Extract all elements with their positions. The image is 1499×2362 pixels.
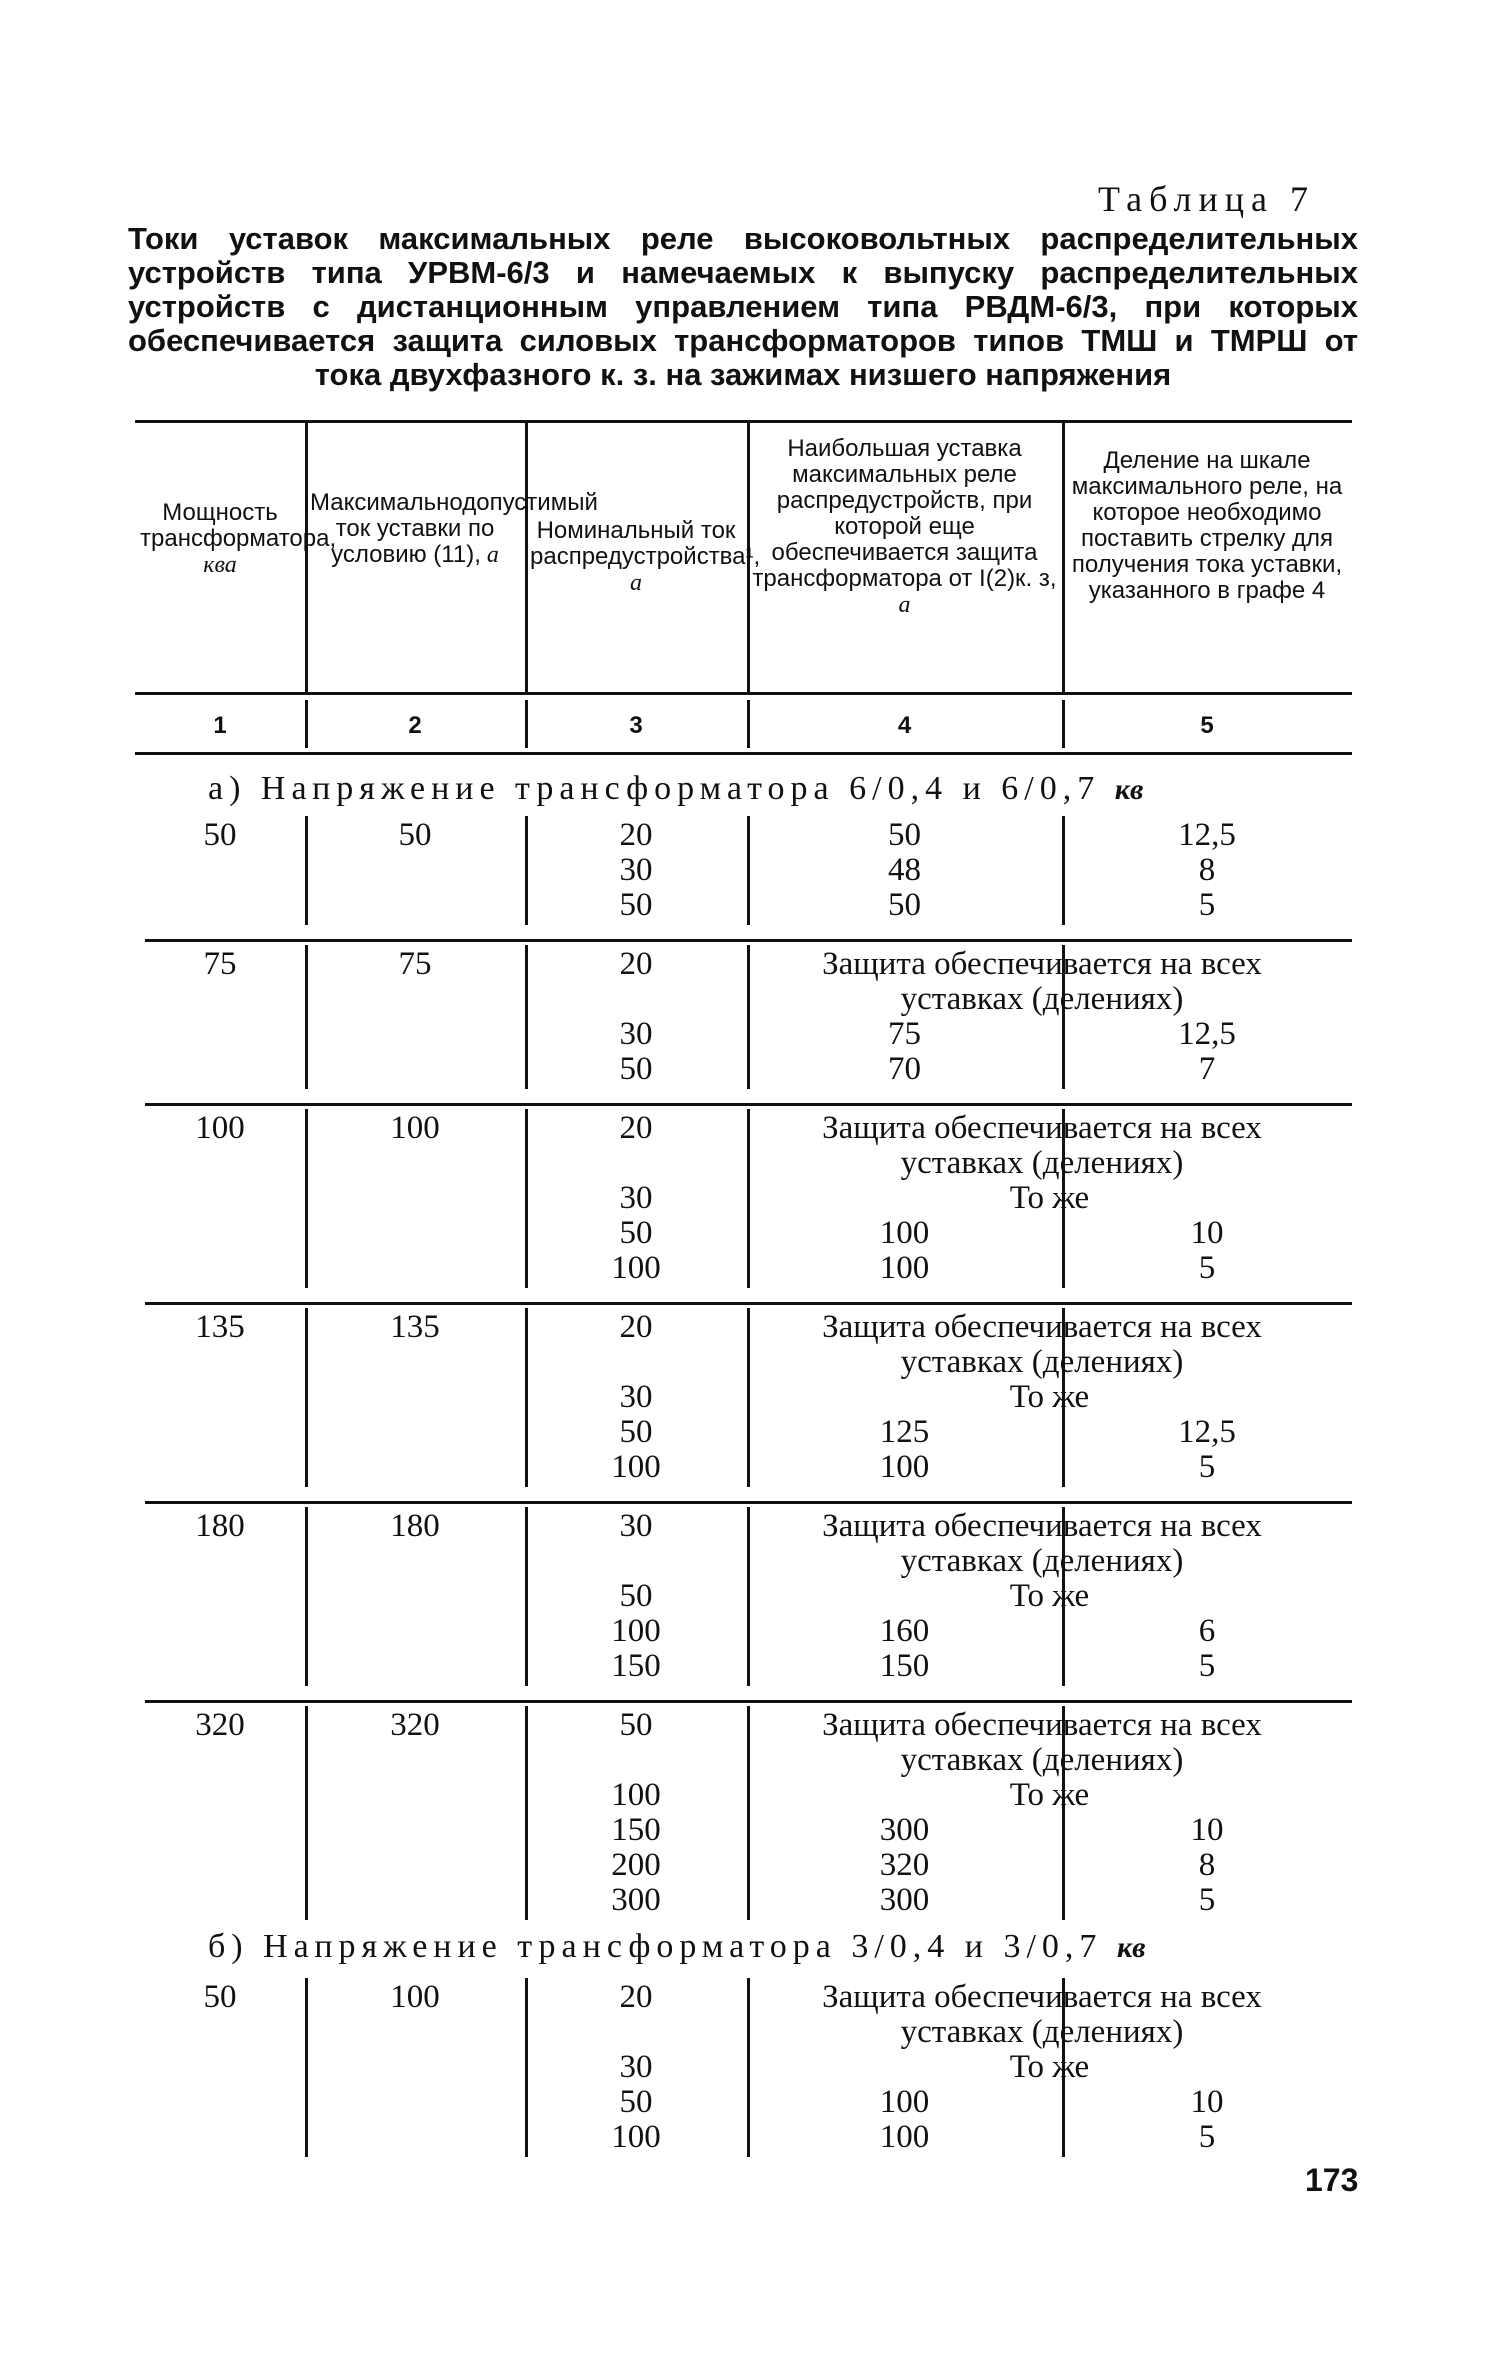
same-note: То же — [1009, 1578, 1090, 1614]
protection-note: Защита обеспечивается на всех уставках (делениях) — [822, 1110, 1262, 1181]
group-separator — [145, 1700, 1352, 1703]
same-note: То же — [1009, 2049, 1090, 2085]
nominal-current: 50 — [619, 1051, 653, 1087]
nominal-current: 100 — [611, 1250, 661, 1286]
nominal-current: 50 — [619, 1414, 653, 1450]
column-header-1: Мощность трансформатора, ква — [140, 499, 337, 578]
nominal-current: 20 — [619, 1309, 653, 1345]
section-unit: кв — [1116, 1931, 1146, 1964]
column-number-rule — [135, 752, 1352, 755]
power-value: 180 — [195, 1508, 245, 1544]
max-current-value: 75 — [398, 946, 432, 982]
nominal-current: 20 — [619, 817, 653, 853]
column-header-unit: ква — [203, 552, 237, 578]
scale-division: 12,5 — [1178, 1016, 1236, 1052]
nominal-current: 300 — [611, 1882, 661, 1918]
page-number: 173 — [1305, 2162, 1359, 2198]
max-current-value: 100 — [390, 1979, 440, 2015]
column-number: 3 — [629, 712, 643, 739]
max-setting: 50 — [888, 887, 921, 923]
scale-division: 8 — [1198, 1847, 1216, 1883]
scale-division: 7 — [1198, 1051, 1216, 1087]
max-setting: 300 — [879, 1812, 930, 1848]
nominal-current: 100 — [611, 1449, 661, 1485]
max-current-value: 180 — [390, 1508, 440, 1544]
header-column-divider — [1062, 422, 1065, 692]
scale-division: 5 — [1198, 1449, 1216, 1485]
table-top-rule — [135, 420, 1352, 423]
column-header-unit: а — [480, 542, 499, 568]
max-setting: 160 — [879, 1613, 930, 1649]
nominal-current: 20 — [619, 946, 653, 982]
scale-division: 8 — [1198, 852, 1216, 888]
group-separator — [145, 1501, 1352, 1504]
scale-division: 5 — [1198, 1648, 1216, 1684]
scale-division: 5 — [1198, 887, 1216, 923]
nominal-current: 30 — [619, 852, 653, 888]
header-rule — [135, 692, 1352, 695]
scale-division: 10 — [1190, 2084, 1224, 2120]
max-setting: 75 — [888, 1016, 921, 1052]
nominal-current: 30 — [619, 1016, 653, 1052]
max-setting: 100 — [879, 2119, 930, 2155]
column-header-unit: а — [630, 570, 642, 596]
nominal-current: 20 — [619, 1110, 653, 1146]
nominal-current: 200 — [611, 1847, 661, 1883]
group-separator — [145, 1302, 1352, 1305]
scale-division: 10 — [1190, 1215, 1224, 1251]
same-note: То же — [1009, 1180, 1090, 1216]
header-column-divider — [305, 422, 308, 692]
table-caption: Таблица 7 — [1098, 179, 1315, 219]
max-current-value: 135 — [390, 1309, 440, 1345]
header-column-divider — [525, 422, 528, 692]
protection-note: Защита обеспечивается на всех уставках (делениях) — [822, 1707, 1262, 1778]
column-header-5: Деление на шкале максимального реле, на которое необходимо поставить стрелку для получения тока уставки, указанного в графе 4 — [1071, 447, 1343, 604]
column-header-2: Максимальнодопустимый ток уставки по условию (11), а — [310, 489, 598, 568]
max-setting: 50 — [888, 817, 921, 853]
nominal-current: 50 — [619, 2084, 653, 2120]
nominal-current: 100 — [611, 1613, 661, 1649]
column-header-unit: а — [898, 592, 911, 618]
group-separator — [145, 1103, 1352, 1106]
max-current-value: 320 — [390, 1707, 440, 1743]
column-header-3: Номинальный ток распредустройства¹, а — [530, 517, 761, 596]
scale-division: 5 — [1198, 1882, 1216, 1918]
column-header-4: Наибольшая уставка максимальных реле распредустройств, при которой еще обеспечивается защита трансформатора от I(2)к. з, а — [752, 435, 1057, 618]
max-setting: 100 — [879, 1449, 930, 1485]
max-setting: 150 — [879, 1648, 930, 1684]
column-number: 1 — [213, 712, 227, 739]
nominal-current: 150 — [611, 1648, 661, 1684]
column-number: 5 — [1200, 712, 1214, 739]
table-title: Токи уставок максимальных реле высоковольтных распределительных устройств типа УРВМ-6/3 и намечаемых к выпуску распределительных устройств с дистанционным управлением типа РВДМ-6/3, при которых обеспечивается защита силовых трансформаторов типов ТМШ и ТМРШ от тока двухфазного к. з. на зажимах низшего напряжения — [128, 221, 1358, 392]
scale-division: 12,5 — [1178, 817, 1236, 853]
same-note: То же — [1009, 1379, 1090, 1415]
scale-division: 6 — [1198, 1613, 1216, 1649]
protection-note: Защита обеспечивается на всех уставках (делениях) — [822, 1979, 1262, 2050]
power-value: 320 — [195, 1707, 245, 1743]
nominal-current: 50 — [619, 1578, 653, 1614]
nominal-current: 20 — [619, 1979, 653, 2015]
group-separator — [145, 939, 1352, 942]
max-setting: 100 — [879, 1250, 930, 1286]
nominal-current: 30 — [619, 2049, 653, 2085]
nominal-current: 100 — [611, 2119, 661, 2155]
nominal-current: 30 — [619, 1180, 653, 1216]
max-setting: 125 — [879, 1414, 930, 1450]
scale-division: 10 — [1190, 1812, 1224, 1848]
section-heading: а) Напряжение трансформатора 6/0,4 и 6/0,7 кв — [208, 770, 1144, 807]
power-value: 135 — [195, 1309, 245, 1345]
nominal-current: 50 — [619, 1215, 653, 1251]
same-note: То же — [1009, 1777, 1090, 1813]
nominal-current: 100 — [611, 1777, 661, 1813]
max-setting: 100 — [879, 2084, 930, 2120]
nominal-current: 50 — [619, 887, 653, 923]
scale-division: 12,5 — [1178, 1414, 1236, 1450]
power-value: 75 — [203, 946, 237, 982]
max-setting: 48 — [888, 852, 921, 888]
max-current-value: 100 — [390, 1110, 440, 1146]
scale-division: 5 — [1198, 1250, 1216, 1286]
nominal-current: 150 — [611, 1812, 661, 1848]
power-value: 50 — [203, 1979, 237, 2015]
power-value: 50 — [203, 817, 237, 853]
nominal-current: 50 — [619, 1707, 653, 1743]
scale-division: 5 — [1198, 2119, 1216, 2155]
protection-note: Защита обеспечивается на всех уставках (делениях) — [822, 1508, 1262, 1579]
max-setting: 300 — [879, 1882, 930, 1918]
max-setting: 70 — [888, 1051, 921, 1087]
max-setting: 100 — [879, 1215, 930, 1251]
max-current-value: 50 — [398, 817, 432, 853]
column-number: 4 — [897, 712, 912, 739]
section-unit: кв — [1114, 773, 1144, 806]
column-number: 2 — [408, 712, 422, 739]
section-heading: б) Напряжение трансформатора 3/0,4 и 3/0,7 кв — [208, 1928, 1146, 1965]
nominal-current: 30 — [619, 1508, 653, 1544]
power-value: 100 — [195, 1110, 245, 1146]
nominal-current: 30 — [619, 1379, 653, 1415]
max-setting: 320 — [879, 1847, 930, 1883]
protection-note: Защита обеспечивается на всех уставках (делениях) — [822, 946, 1262, 1017]
protection-note: Защита обеспечивается на всех уставках (делениях) — [822, 1309, 1262, 1380]
